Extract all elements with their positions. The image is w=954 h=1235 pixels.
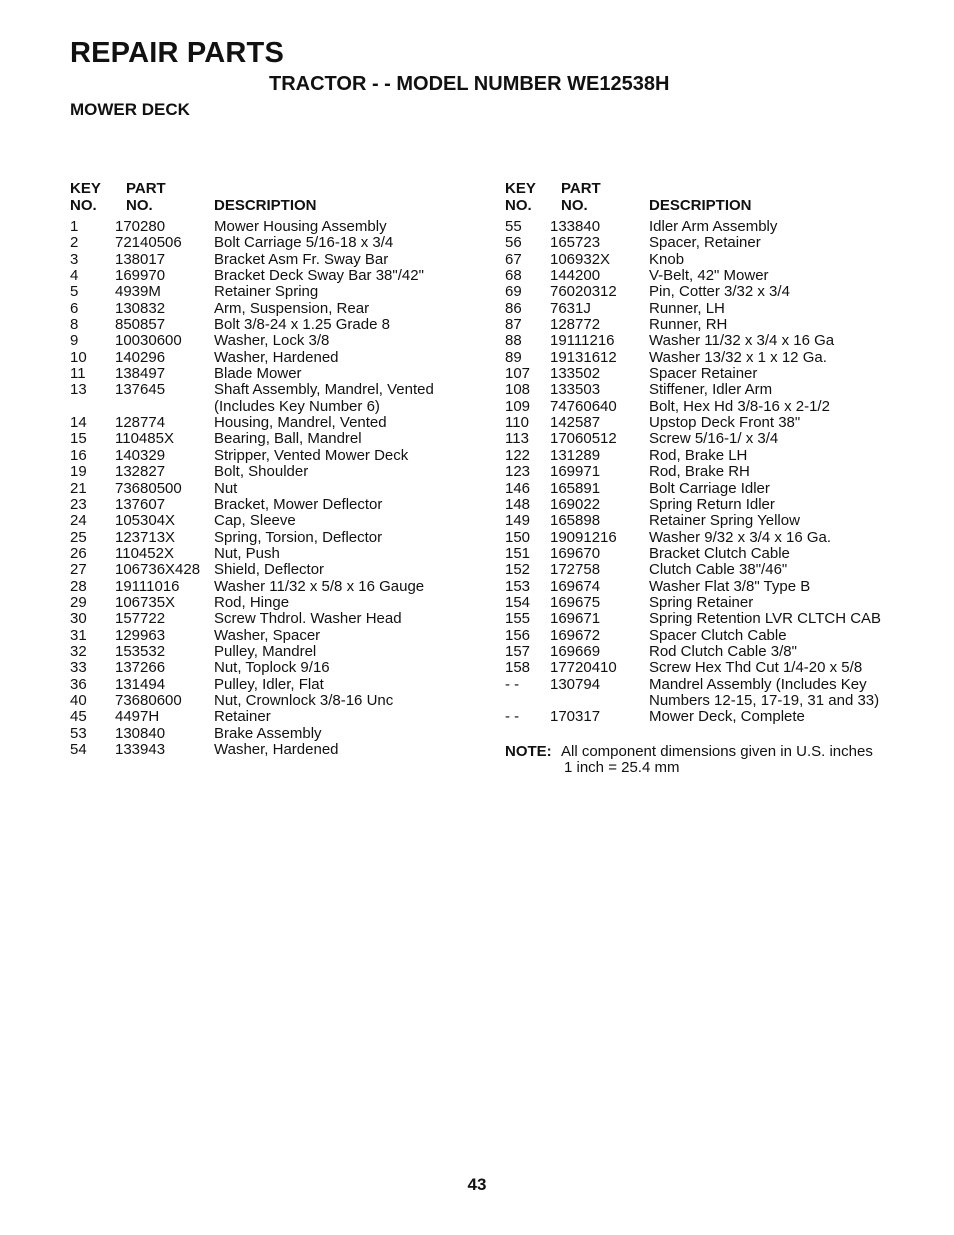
part-no-cell: 169671 [550,610,601,628]
description-cell: Rod Clutch Cable 3/8" [649,642,797,660]
key-no-cell: 32 [70,642,87,660]
key-no-cell: 9 [70,332,79,350]
part-no-cell: 129963 [115,626,166,644]
description-cell: Rod, Brake LH [649,446,748,464]
key-no-cell: 86 [505,299,522,317]
part-no-cell: 130794 [550,675,601,693]
part-no-cell: 132827 [115,463,166,481]
description-cell: V-Belt, 42" Mower [649,267,769,285]
note-line-1: All component dimensions given in U.S. inches [561,743,873,760]
part-no-cell: 110485X [115,430,174,448]
key-no-header [505,180,550,214]
table-row [505,644,945,660]
description-header [214,180,490,214]
key-no-cell: 28 [70,577,87,595]
description-cell: Spacer, Retainer [649,234,761,252]
key-no-cell: 16 [70,446,87,464]
description-cell: Retainer Spring [214,283,319,301]
description-cell: Screw Hex Thd Cut 1/4-20 x 5/8 [649,659,863,677]
description-cell: Rod, Brake RH [649,463,750,481]
description-cell: Rod, Hinge [214,593,290,611]
description-cell: Mower Deck, Complete [649,708,805,726]
part-no-cell: 131289 [550,446,601,464]
key-no-cell: 89 [505,348,522,366]
part-no-cell: 140329 [115,446,166,464]
description-cell: Spring Retainer [649,593,754,611]
description-cell: Bolt Carriage 5/16-18 x 3/4 [214,234,394,252]
key-no-cell: 1 [70,218,79,235]
part-no-header [550,180,649,214]
table-row [505,415,945,431]
part-no-cell: 17720410 [550,659,617,677]
description-cell: Bracket Clutch Cable [649,544,790,562]
part-no-cell: 106735X [115,593,176,611]
description-cell: Pulley, Idler, Flat [214,675,324,693]
part-no-cell: 170280 [115,218,166,235]
part-no-cell: 19111016 [115,577,180,595]
description-cell: Bracket Asm Fr. Sway Bar [214,250,389,268]
part-no-cell: 72140506 [115,234,182,252]
key-no-cell: 31 [70,626,87,644]
table-row [70,628,490,644]
part-no-cell: 142587 [550,414,601,432]
key-header-top: KEY [505,180,536,197]
part-no-cell: 130832 [115,299,166,317]
description-cell: (Includes Key Number 6) [214,397,380,415]
table-row [70,350,490,366]
key-no-cell: 23 [70,495,87,513]
description-cell: Mower Housing Assembly [214,218,387,235]
description-cell: Nut, Crownlock 3/8-16 Unc [214,691,394,709]
key-no-cell: 122 [505,446,531,464]
part-no-cell: 165723 [550,234,601,252]
part-no-cell: 170317 [550,708,601,726]
table-row [70,235,490,251]
description-cell: Brake Assembly [214,724,322,742]
part-no-cell: 169669 [550,642,601,660]
table-row [505,497,945,513]
part-header-top: PART [561,180,601,197]
key-no-cell: 55 [505,218,522,235]
table-row [505,431,945,447]
description-cell: Washer, Spacer [214,626,321,644]
part-no-cell: 137607 [115,495,166,513]
description-cell: Washer 13/32 x 1 x 12 Ga. [649,348,827,366]
part-no-cell: 128772 [550,316,601,334]
part-header-bottom: NO. [126,197,153,214]
key-no-cell: 87 [505,316,522,334]
key-no-cell: 154 [505,593,531,611]
table-row [70,742,490,758]
description-cell: Cap, Sleeve [214,512,296,530]
table-row [70,595,490,611]
table-row [505,562,945,578]
table-row [505,611,945,627]
description-cell: Shield, Deflector [214,561,325,579]
key-no-cell: 108 [505,381,531,399]
part-no-cell: 169670 [550,544,601,562]
table-row [70,644,490,660]
key-no-cell: 3 [70,250,79,268]
parts-table-left [70,180,490,758]
table-row [505,333,945,349]
key-no-cell: 5 [70,283,79,301]
description-cell: Washer Flat 3/8" Type B [649,577,811,595]
note-line-2: 1 inch = 25.4 mm [564,759,680,776]
table-row [505,530,945,546]
part-no-cell: 140296 [115,348,166,366]
table-row [70,464,490,480]
part-no-cell: 169971 [550,463,601,481]
description-cell: Pin, Cotter 3/32 x 3/4 [649,283,790,301]
key-no-cell: 56 [505,234,522,252]
table-row [70,415,490,431]
key-no-cell: 8 [70,316,79,334]
part-no-cell: 169675 [550,593,601,611]
table-row [505,252,945,268]
part-no-cell: 169672 [550,626,601,644]
table-row [70,317,490,333]
part-no-cell: 850857 [115,316,166,334]
description-cell: Blade Mower [214,365,302,383]
part-no-cell: 19091216 [550,528,617,546]
right-rows [505,219,945,726]
part-no-cell: 4939M [115,283,161,301]
part-no-cell: 172758 [550,561,601,579]
part-no-cell: 128774 [115,414,166,432]
description-cell: Retainer [214,708,271,726]
table-row [70,693,490,709]
section-heading: MOWER DECK [70,100,190,119]
description-cell: Bearing, Ball, Mandrel [214,430,362,448]
table-row [70,219,490,235]
key-no-cell: 155 [505,610,531,628]
part-no-cell: 131494 [115,675,166,693]
description-cell: Washer, Hardened [214,741,339,758]
key-no-cell: 109 [505,397,531,415]
table-row [505,382,945,398]
key-no-cell: 53 [70,724,87,742]
description-cell: Nut [214,479,238,497]
description-cell: Washer 9/32 x 3/4 x 16 Ga. [649,528,832,546]
table-row [505,464,945,480]
part-no-cell: 165898 [550,512,601,530]
table-header [505,180,945,214]
part-no-cell: 73680600 [115,691,182,709]
part-no-cell: 169674 [550,577,601,595]
description-cell: Upstop Deck Front 38" [649,414,801,432]
part-no-cell: 169022 [550,495,601,513]
key-no-cell: 30 [70,610,87,628]
parts-table-right [505,180,945,726]
key-no-cell: 10 [70,348,87,366]
key-no-cell: 158 [505,659,531,677]
description-cell: Housing, Mandrel, Vented [214,414,387,432]
table-row [505,350,945,366]
model-subtitle: TRACTOR - - MODEL NUMBER WE12538H [269,73,670,95]
description-cell: Numbers 12-15, 17-19, 31 and 33) [649,691,880,709]
table-row [70,530,490,546]
description-cell: Stiffener, Idler Arm [649,381,773,399]
key-no-cell: 33 [70,659,87,677]
description-cell: Runner, RH [649,316,728,334]
key-no-cell: 24 [70,512,87,530]
key-no-cell: 54 [70,741,87,758]
part-no-cell: 105304X [115,512,176,530]
key-header-bottom: NO. [505,197,532,214]
description-cell: Spring Retention LVR CLTCH CAB [649,610,882,628]
key-no-cell: 26 [70,544,87,562]
part-no-cell [115,399,214,415]
description-cell: Washer 11/32 x 3/4 x 16 Ga [649,332,835,350]
part-no-cell: 133502 [550,365,601,383]
note-label: NOTE: [505,743,552,760]
key-no-cell: 36 [70,675,87,693]
table-row [505,660,945,676]
key-no-cell: 151 [505,544,531,562]
key-no-cell: 123 [505,463,531,481]
part-no-cell: 73680500 [115,479,182,497]
part-no-cell: 144200 [550,267,601,285]
part-header-bottom: NO. [561,197,588,214]
table-row [70,660,490,676]
key-no-cell: 68 [505,267,522,285]
page-title: REPAIR PARTS [70,37,285,69]
description-cell: Arm, Suspension, Rear [214,299,370,317]
description-cell: Spacer Clutch Cable [649,626,787,644]
table-row [70,399,490,415]
part-no-cell: 7631J [550,299,591,317]
key-no-cell: 40 [70,691,87,709]
description-cell: Spring, Torsion, Deflector [214,528,383,546]
key-no-header [70,180,115,214]
description-cell: Nut, Push [214,544,280,562]
description-cell: Retainer Spring Yellow [649,512,800,530]
part-header-top: PART [126,180,166,197]
table-row [505,579,945,595]
description-cell: Bolt, Hex Hd 3/8-16 x 2-1/2 [649,397,830,415]
key-no-cell: 14 [70,414,87,432]
key-no-cell: 110 [505,414,529,432]
table-row [70,677,490,693]
key-no-cell: 27 [70,561,87,579]
table-row [70,481,490,497]
description-cell: Spacer Retainer [649,365,758,383]
part-no-cell: 19131612 [550,348,617,366]
part-no-cell: 74760640 [550,397,617,415]
table-row [505,268,945,284]
description-header [649,180,945,214]
table-header [70,180,490,214]
key-no-cell: 157 [505,642,531,660]
part-no-cell: 137645 [115,381,166,399]
key-no-cell: 152 [505,561,531,579]
part-no-cell: 106736X428 [115,561,201,579]
table-row [70,562,490,578]
description-cell: Washer, Lock 3/8 [214,332,330,350]
table-row [505,399,945,415]
description-cell: Clutch Cable 38"/46" [649,561,788,579]
description-cell: Bracket, Mower Deflector [214,495,383,513]
table-row [70,709,490,725]
part-no-cell: 133943 [115,741,166,758]
part-no-cell: 106932X [550,250,611,268]
description-cell: Washer 11/32 x 5/8 x 16 Gauge [214,577,425,595]
key-no-cell: 146 [505,479,531,497]
part-no-cell: 169970 [115,267,166,285]
left-rows [70,219,490,758]
table-row [505,284,945,300]
part-no-header [115,180,214,214]
key-no-cell: 88 [505,332,522,350]
table-row [70,268,490,284]
part-no-cell: 19111216 [550,332,615,350]
key-no-cell: 150 [505,528,531,546]
part-no-cell: 110452X [115,544,174,562]
key-no-cell: 107 [505,365,531,383]
description-cell: Bolt 3/8-24 x 1.25 Grade 8 [214,316,390,334]
description-cell: Bolt, Shoulder [214,463,309,481]
part-no-cell: 153532 [115,642,166,660]
key-no-cell [505,693,550,709]
description-cell: Pulley, Mandrel [214,642,317,660]
table-row [505,513,945,529]
part-no-cell: 130840 [115,724,166,742]
description-cell: Bracket Deck Sway Bar 38"/42" [214,267,424,285]
table-row [70,513,490,529]
key-no-cell: 4 [70,267,79,285]
table-row [70,448,490,464]
description-cell: Nut, Toplock 9/16 [214,659,330,677]
part-no-cell: 165891 [550,479,601,497]
part-no-cell: 133840 [550,218,601,235]
part-no-cell: 137266 [115,659,166,677]
table-row [70,382,490,398]
key-no-cell: - - [505,675,520,693]
description-header-text: DESCRIPTION [214,197,317,214]
description-cell: Runner, LH [649,299,725,317]
part-no-cell: 138497 [115,365,166,383]
table-row [70,366,490,382]
table-row [70,284,490,300]
table-row [70,301,490,317]
description-cell: Spring Return Idler [649,495,775,513]
key-no-cell: 15 [70,430,87,448]
table-row [505,709,945,725]
key-no-cell: 153 [505,577,531,595]
table-row [505,693,945,709]
table-row [505,301,945,317]
table-row [70,546,490,562]
key-no-cell: 19 [70,463,87,481]
key-no-cell: - - [505,708,520,726]
part-no-cell: 133503 [550,381,601,399]
key-no-cell: 149 [505,512,531,530]
key-no-cell: 11 [70,365,86,383]
key-no-cell: 2 [70,234,79,252]
key-no-cell: 13 [70,381,87,399]
key-no-cell: 148 [505,495,531,513]
part-no-cell: 138017 [115,250,166,268]
table-row [70,431,490,447]
description-cell: Shaft Assembly, Mandrel, Vented [214,381,434,399]
table-row [70,611,490,627]
table-row [505,546,945,562]
table-row [70,333,490,349]
part-no-cell: 10030600 [115,332,182,350]
part-no-cell: 4497H [115,708,160,726]
key-no-cell: 67 [505,250,522,268]
part-no-cell: 76020312 [550,283,617,301]
table-row [505,628,945,644]
key-no-cell: 29 [70,593,87,611]
description-cell: Knob [649,250,685,268]
description-cell: Bolt Carriage Idler [649,479,770,497]
table-row [505,481,945,497]
key-no-cell: 45 [70,708,87,726]
table-row [505,677,945,693]
table-row [70,252,490,268]
table-row [505,595,945,611]
key-no-cell [70,399,115,415]
table-row [505,317,945,333]
part-no-cell [550,693,649,709]
key-no-cell: 69 [505,283,522,301]
table-row [505,366,945,382]
key-no-cell: 25 [70,528,87,546]
page-number: 43 [467,1175,487,1194]
table-row [70,579,490,595]
table-row [505,235,945,251]
description-header-text: DESCRIPTION [649,197,752,214]
table-row [70,497,490,513]
dimension-note [505,744,873,776]
description-cell: Stripper, Vented Mower Deck [214,446,409,464]
key-no-cell: 6 [70,299,79,317]
table-row [505,219,945,235]
description-cell: Mandrel Assembly (Includes Key [649,675,867,693]
part-no-cell: 123713X [115,528,176,546]
table-row [505,448,945,464]
table-row [70,726,490,742]
description-cell: Washer, Hardened [214,348,339,366]
part-no-cell: 17060512 [550,430,617,448]
key-header-bottom: NO. [70,197,97,214]
key-no-cell: 21 [70,479,87,497]
description-cell: Screw 5/16-1/ x 3/4 [649,430,779,448]
key-no-cell: 113 [505,430,529,448]
description-cell: Idler Arm Assembly [649,218,778,235]
description-cell: Screw Thdrol. Washer Head [214,610,402,628]
key-no-cell: 156 [505,626,531,644]
key-header-top: KEY [70,180,101,197]
part-no-cell: 157722 [115,610,166,628]
